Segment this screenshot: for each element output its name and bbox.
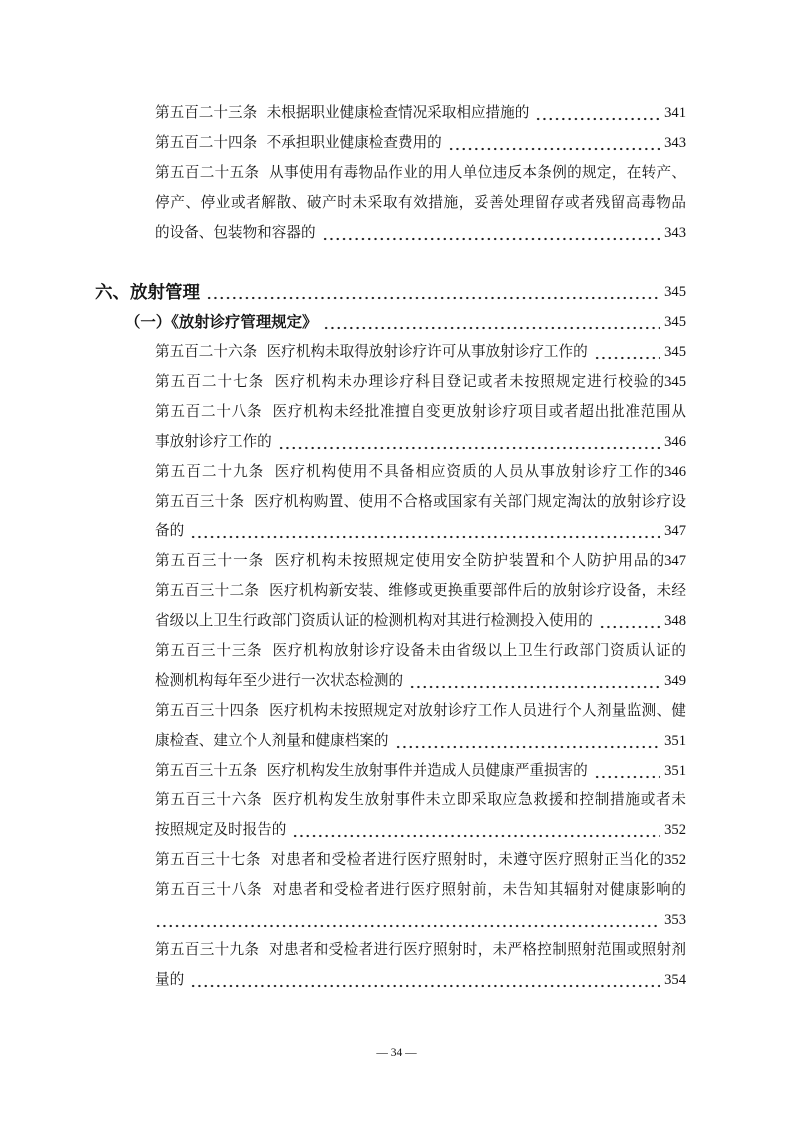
toc-entry-line (155, 577, 686, 607)
dot-leader (190, 966, 660, 996)
dot-leader (322, 219, 661, 249)
toc-entry-last-line (155, 368, 686, 398)
toc-page-number: 351 (664, 732, 686, 749)
toc-entry-text: 事放射诊疗工作的 (155, 433, 272, 450)
toc-entry-line (155, 786, 686, 816)
toc-page-number: 348 (664, 613, 686, 630)
toc-entry-last-line (155, 727, 686, 757)
dot-leader (599, 607, 660, 637)
toc-entry-text: 按照规定及时报告的 (155, 822, 287, 839)
toc-entry-text: 第五百三十四条 医疗机构未按照规定对放射诊疗工作人员进行个人剂量监测、健 (155, 702, 686, 719)
toc-page-number: 343 (664, 224, 686, 241)
toc-entry-text: 第五百三十一条 医疗机构未按照规定使用安全防护装置和个人防护用品的 (155, 553, 665, 570)
toc-page-number: 341 (664, 105, 686, 121)
toc-entry-text: 备的 (155, 523, 185, 540)
toc-page-number: 347 (664, 553, 686, 570)
toc-entry-text: 康检查、建立个人剂量和健康档案的 (155, 732, 389, 749)
toc-entry (155, 786, 686, 846)
toc-page-number: 352 (664, 852, 686, 869)
toc-entry-last-line (155, 906, 686, 936)
toc-entry-text: 第五百二十五条 从事使用有毒物品作业的用人单位违反本条例的规定，在转产、 (155, 164, 686, 181)
toc-entry-last-line (155, 607, 686, 637)
toc-entry-last-line (155, 458, 686, 488)
toc-page-number: 349 (664, 672, 686, 689)
toc-entry (155, 398, 686, 458)
toc-entry-line (155, 637, 686, 667)
dot-leader (395, 727, 661, 757)
toc-entry-line (155, 876, 686, 906)
dot-leader (278, 428, 660, 458)
subsection-title: （一）《放射诊疗管理规定》 (125, 314, 318, 332)
toc-entry-text: 省级以上卫生行政部门资质认证的检测机构对其进行检测投入使用的 (155, 613, 593, 630)
toc-entry-text: 第五百三十二条 医疗机构新安装、维修或更换重要部件后的放射诊疗设备，未经 (155, 583, 686, 600)
toc-entry-text: 第五百二十九条 医疗机构使用不具备相应资质的人员从事放射诊疗工作的 (155, 463, 665, 480)
toc-entry-text: 第五百二十三条 未根据职业健康检查情况采取相应措施的 (155, 105, 530, 121)
page-footer (0, 1043, 793, 1063)
dot-leader (535, 99, 660, 129)
toc-entry-text: 第五百二十七条 医疗机构未办理诊疗科目登记或者未按照规定进行校验的 (155, 374, 665, 391)
toc-entry-last-line (155, 129, 686, 159)
toc-entry (155, 129, 686, 159)
dot-leader (594, 338, 660, 368)
dot-leader (323, 308, 660, 338)
toc-entry-last-line (155, 517, 686, 547)
toc-entry (155, 876, 686, 936)
toc-page-number: 345 (664, 374, 686, 391)
toc-entry-text: 第五百二十四条 不承担职业健康检查费用的 (155, 134, 442, 151)
chapter-heading (95, 278, 686, 308)
toc-entry-last-line (155, 99, 686, 129)
toc-entry-text: 第五百三十条 医疗机构购置、使用不合格或国家有关部门规定淘汰的放射诊疗设 (155, 493, 686, 510)
toc-page-number: 346 (664, 463, 686, 480)
dot-leader (292, 816, 660, 846)
toc-entry-text: 第五百三十三条 医疗机构放射诊疗设备未由省级以上卫生行政部门资质认证的 (155, 643, 686, 660)
chapter-page-number: 345 (664, 284, 686, 301)
toc-entry-text: 第五百三十六条 医疗机构发生放射事件未立即采取应急救援和控制措施或者未 (155, 792, 686, 809)
subsection-heading (125, 308, 686, 338)
toc-entry-line (155, 488, 686, 518)
dot-leader (206, 278, 660, 308)
toc-entry-text: 的设备、包装物和容器的 (155, 224, 316, 241)
toc-entry-last-line (155, 219, 686, 249)
dot-leader (594, 757, 660, 787)
dot-leader (190, 517, 660, 547)
subsection-page-number: 345 (664, 314, 686, 331)
toc-entry-last-line (155, 816, 686, 846)
toc-page-number: 345 (664, 344, 686, 361)
toc-page-number: 346 (664, 433, 686, 450)
toc-entry-last-line (155, 547, 686, 577)
toc-entry (155, 936, 686, 996)
toc-entry-line (155, 159, 686, 189)
toc-entry (155, 697, 686, 757)
toc-entry-line (155, 189, 686, 219)
toc-entry-line (155, 398, 686, 428)
toc-entry-text: 检测机构每年至少进行一次状态检测的 (155, 672, 404, 689)
dot-leader (409, 667, 660, 697)
chapter-title: 六、放射管理 (95, 282, 200, 303)
toc-entry-last-line (155, 966, 686, 996)
toc-entry (155, 577, 686, 637)
toc-entry-line (155, 936, 686, 966)
toc-page-number: 351 (664, 762, 686, 779)
toc-entry (155, 368, 686, 398)
toc-page-number: 354 (664, 971, 686, 988)
dot-leader (448, 129, 660, 159)
toc-entry (155, 458, 686, 488)
toc-entry-text: 停产、停业或者解散、破产时未采取有效措施，妥善处理留存或者残留高毒物品 (155, 194, 686, 211)
toc-entry-text: 第五百二十六条 医疗机构未取得放射诊疗许可从事放射诊疗工作的 (155, 344, 588, 361)
toc-entry-text: 量的 (155, 971, 185, 988)
toc-entry-line (155, 697, 686, 727)
toc-entry (155, 488, 686, 548)
toc-page-number: 353 (664, 912, 686, 929)
toc-page-number: 343 (664, 134, 686, 151)
toc-entry-last-line (155, 428, 686, 458)
toc-entry (155, 846, 686, 876)
toc-entry-text: 第五百三十九条 对患者和受检者进行医疗照射时，未严格控制照射范围或照射剂 (155, 941, 686, 958)
toc-entry (155, 757, 686, 787)
toc-page-number: 352 (664, 822, 686, 839)
toc-entry (155, 547, 686, 577)
toc-entry-text: 第五百二十八条 医疗机构未经批准擅自变更放射诊疗项目或者超出批准范围从 (155, 403, 686, 420)
dot-leader (155, 906, 660, 936)
toc-entry-last-line (155, 338, 686, 368)
toc-page-number: 347 (664, 523, 686, 540)
toc-list (155, 99, 686, 248)
toc-entry-last-line (155, 846, 686, 876)
toc-entry (155, 159, 686, 249)
toc-list (155, 338, 686, 996)
toc-entry (155, 637, 686, 697)
toc-entry-last-line (155, 757, 686, 787)
blank-line (155, 248, 686, 278)
toc-entry (155, 99, 686, 129)
toc-entry-text: 第五百三十七条 对患者和受检者进行医疗照射时，未遵守医疗照射正当化的 (155, 852, 665, 869)
table-of-contents (95, 99, 686, 996)
page-number: — 34 — (376, 1047, 417, 1059)
toc-entry-last-line (155, 667, 686, 697)
toc-entry-text: 第五百三十五条 医疗机构发生放射事件并造成人员健康严重损害的 (155, 762, 588, 779)
toc-entry-text: 第五百三十八条 对患者和受检者进行医疗照射前，未告知其辐射对健康影响的 (155, 882, 686, 899)
toc-entry (155, 338, 686, 368)
